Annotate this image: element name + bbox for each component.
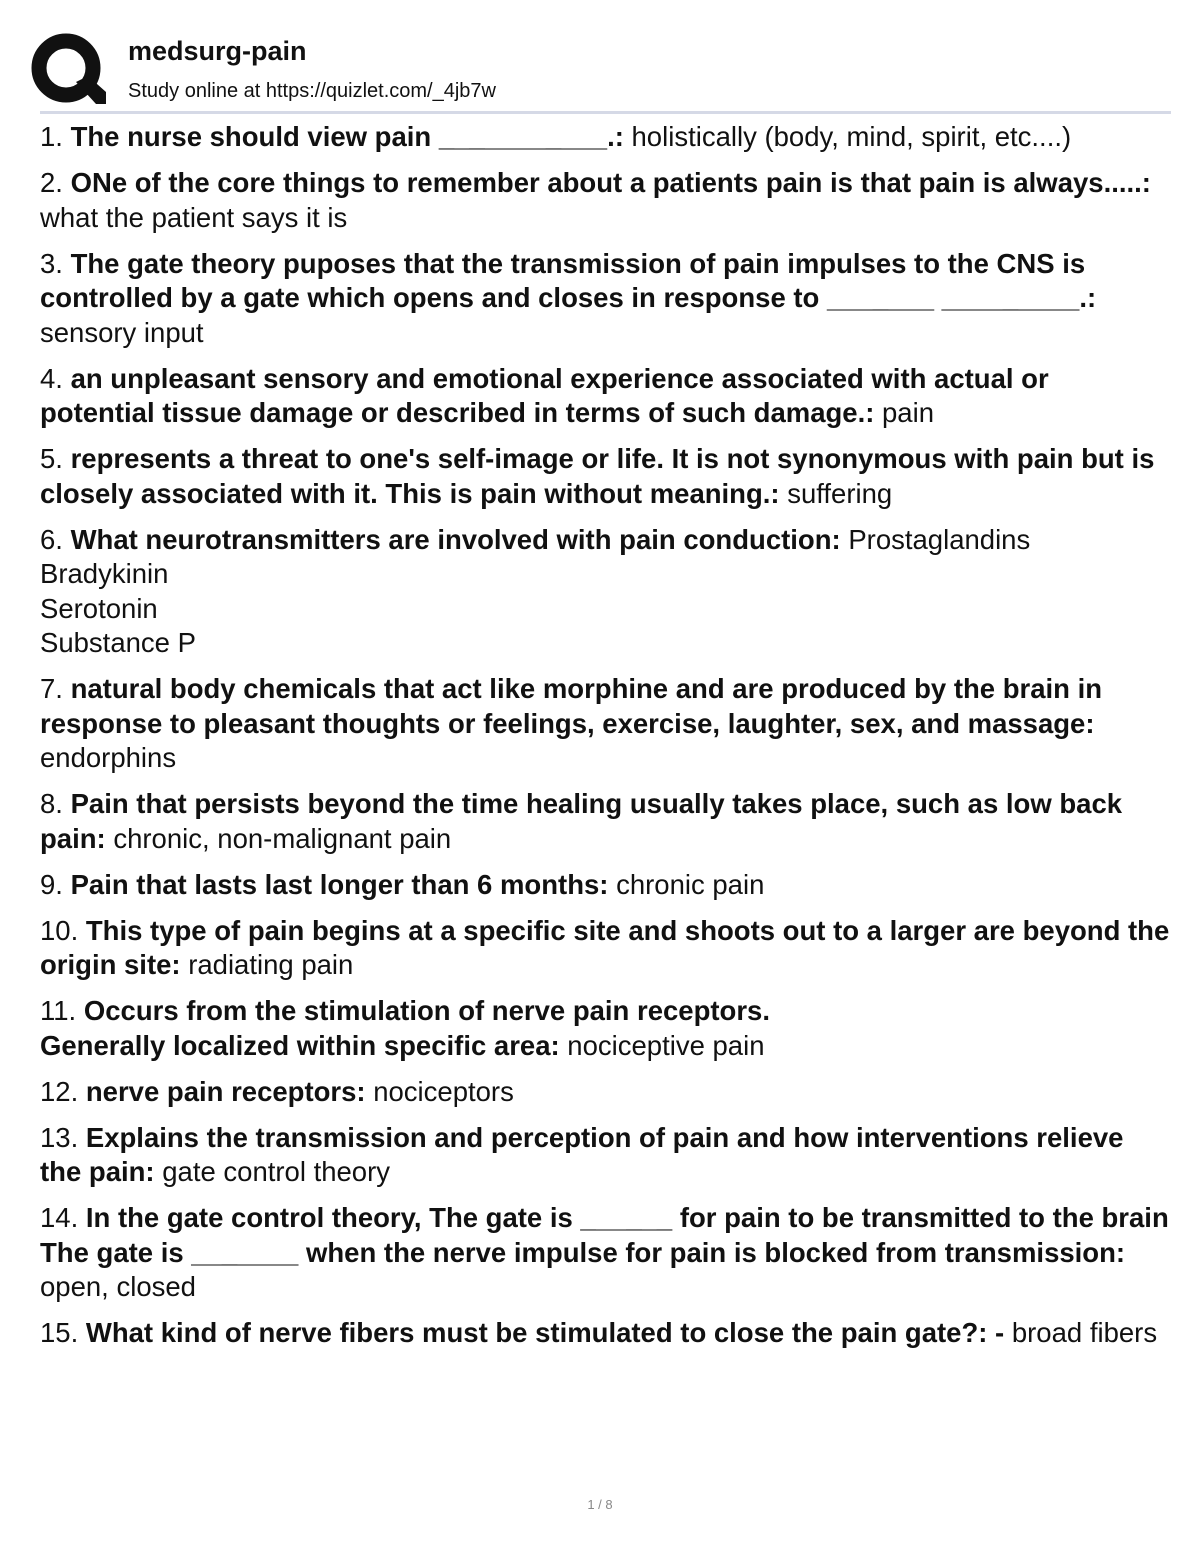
card-number: 6. [40,523,63,555]
card-number: 14. [40,1202,79,1233]
card-number: 10. [40,914,79,946]
card-number: 15. [40,1317,79,1348]
card-term: Occurs from the stimulation of nerve pain receptors. Generally localized within specific area: [40,995,770,1061]
flashcard-item [40,868,1170,903]
card-definition: open, closed [40,1271,196,1302]
card-definition: chronic pain [616,868,765,900]
flashcard-item [40,247,1170,351]
card-definition: nociceptive pain [567,1029,765,1061]
card-term: an unpleasant sensory and emotional experience associated with actual or potential tissue damage or described in terms of such damage.: [40,362,1049,428]
flashcard-item [40,120,1170,155]
card-definition: sensory input [40,316,204,348]
card-term: Explains the transmission and perception of pain and how interventions relieve the pain: [40,1121,1124,1187]
card-definition: suffering [787,477,893,509]
card-number: 5. [40,443,63,474]
card-number: 3. [40,247,63,279]
card-term: Pain that persists beyond the time healing usually takes place, such as low back pain: [40,788,1123,854]
card-term: What neurotransmitters are involved with pain conduction: [70,523,841,555]
flashcard-item [40,362,1170,431]
card-term: Pain that lasts last longer than 6 months: [70,868,609,900]
card-number: 4. [40,362,63,394]
header-divider [40,111,1171,114]
flashcard-item [40,442,1170,511]
set-title: medsurg-pain [128,36,307,66]
card-number: 7. [40,673,63,704]
card-definition: Prostaglandins Bradykinin Serotonin Substance P [40,523,1031,658]
card-term: ONe of the core things to remember about a patients pain is that pain is always.....: [70,167,1151,198]
card-term: This type of pain begins at a specific site and shoots out to a larger are beyond the origin site: [40,914,1170,980]
card-number: 12. [40,1075,79,1107]
card-term: What kind of nerve fibers must be stimulated to close the pain gate?: - [85,1317,1005,1348]
card-definition: chronic, non-malignant pain [113,822,452,854]
card-number: 2. [40,167,63,198]
flashcard-item [40,787,1170,856]
card-definition: pain [882,397,935,428]
card-definition: what the patient says it is [40,201,348,233]
study-online-link[interactable]: Study online at https://quizlet.com/_4jb7w [128,80,496,102]
flashcard-item [40,1316,1170,1351]
card-number: 13. [40,1121,79,1153]
flashcard-item [40,914,1170,983]
flashcard-item [40,166,1170,235]
card-number: 8. [40,788,63,819]
card-term: The gate theory puposes that the transmission of pain impulses to the CNS is controlled by a gate which opens and closes in response to _______ _________.: [40,247,1097,313]
card-definition: gate control theory [162,1156,391,1187]
card-term: The nurse should view pain ___________.: [70,121,624,152]
page-header [30,30,1170,110]
flashcard-item [40,1201,1170,1305]
card-number: 9. [40,868,63,900]
flashcard-item [40,1121,1170,1190]
card-term: In the gate control theory, The gate is ______ for pain to be transmitted to the brain The gate is _______ when the nerve impulse for pain is blocked from transmission: [40,1202,1169,1268]
card-term: nerve pain receptors: [85,1075,366,1107]
card-definition: broad fibers [1011,1317,1158,1348]
card-definition: holistically (body, mind, spirit, etc....) [631,121,1072,152]
flashcard-item [40,672,1170,776]
card-number: 1. [40,121,63,152]
flashcard-item [40,1075,1170,1110]
flashcard-item [40,523,1170,661]
quizlet-logo-icon [30,32,106,108]
page-number: 1 / 8 [587,1497,613,1512]
card-number: 11. [40,995,77,1026]
card-term: natural body chemicals that act like morphine and are produced by the brain in response to pleasant thoughts or feelings, exercise, laughter, sex, and massage: [40,673,1103,739]
card-definition: endorphins [40,742,177,773]
flashcard-item [40,994,1170,1063]
card-definition: nociceptors [373,1075,514,1107]
card-definition: radiating pain [188,949,354,980]
card-list [40,120,1170,1362]
card-term: represents a threat to one's self-image or life. It is not synonymous with pain but is closely associated with it. This is pain without meaning.: [40,443,1155,509]
